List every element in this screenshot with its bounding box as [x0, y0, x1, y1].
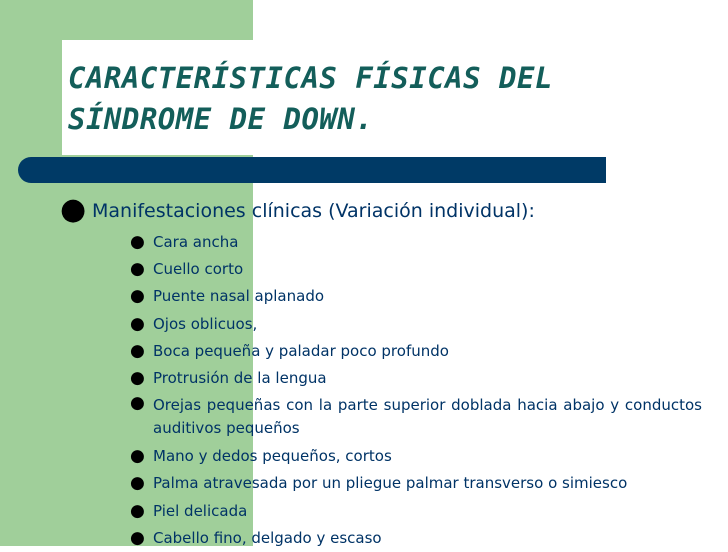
list-item: ● Ojos oblicuos, — [130, 311, 702, 338]
bullet-dot-icon: ● — [130, 527, 145, 548]
list-item: ● Cara ancha — [130, 229, 702, 256]
title-line-1: CARACTERÍSTICAS FÍSICAS DEL — [68, 61, 553, 95]
slide-title — [68, 58, 553, 140]
bullet-dot-icon: ● — [60, 192, 87, 227]
bullet-dot-icon: ● — [130, 232, 145, 252]
list-item: ● Mano y dedos pequeños, cortos — [130, 443, 702, 470]
list-item: ● Cuello corto — [130, 256, 702, 283]
list-item: ● Orejas pequeñas con la parte superior doblada hacia abajo y conductos auditivos pequeños — [130, 393, 702, 438]
bullet-dot-icon: ● — [130, 286, 145, 307]
title-divider-bar — [18, 157, 606, 183]
list-item: ● Palma atravesada por un pliegue palmar transverso o simiesco — [130, 470, 702, 497]
symptom-list — [130, 229, 702, 552]
bullet-dot-icon: ● — [130, 340, 145, 361]
bullet-dot-icon: ● — [130, 313, 145, 334]
bullet-dot-icon: ● — [130, 368, 145, 389]
bullet-dot-icon: ● — [130, 446, 145, 467]
list-item: ● Piel delicada — [130, 498, 702, 525]
bullet-dot-icon: ● — [130, 393, 145, 414]
list-item: ● Puente nasal aplanado — [130, 283, 702, 310]
bullet-dot-icon: ● — [130, 473, 145, 494]
list-item: ● Cabello fino, delgado y escaso — [130, 525, 702, 552]
title-line-2: SÍNDROME DE DOWN. — [68, 102, 374, 136]
list-item: ● Boca pequeña y paladar poco profundo — [130, 338, 702, 365]
list-item: ● Protrusión de la lengua — [130, 365, 702, 392]
bullet-dot-icon: ● — [130, 500, 145, 521]
bullet-dot-icon: ● — [130, 259, 145, 280]
main-point-text: Manifestaciones clínicas (Variación individual): — [92, 200, 535, 222]
